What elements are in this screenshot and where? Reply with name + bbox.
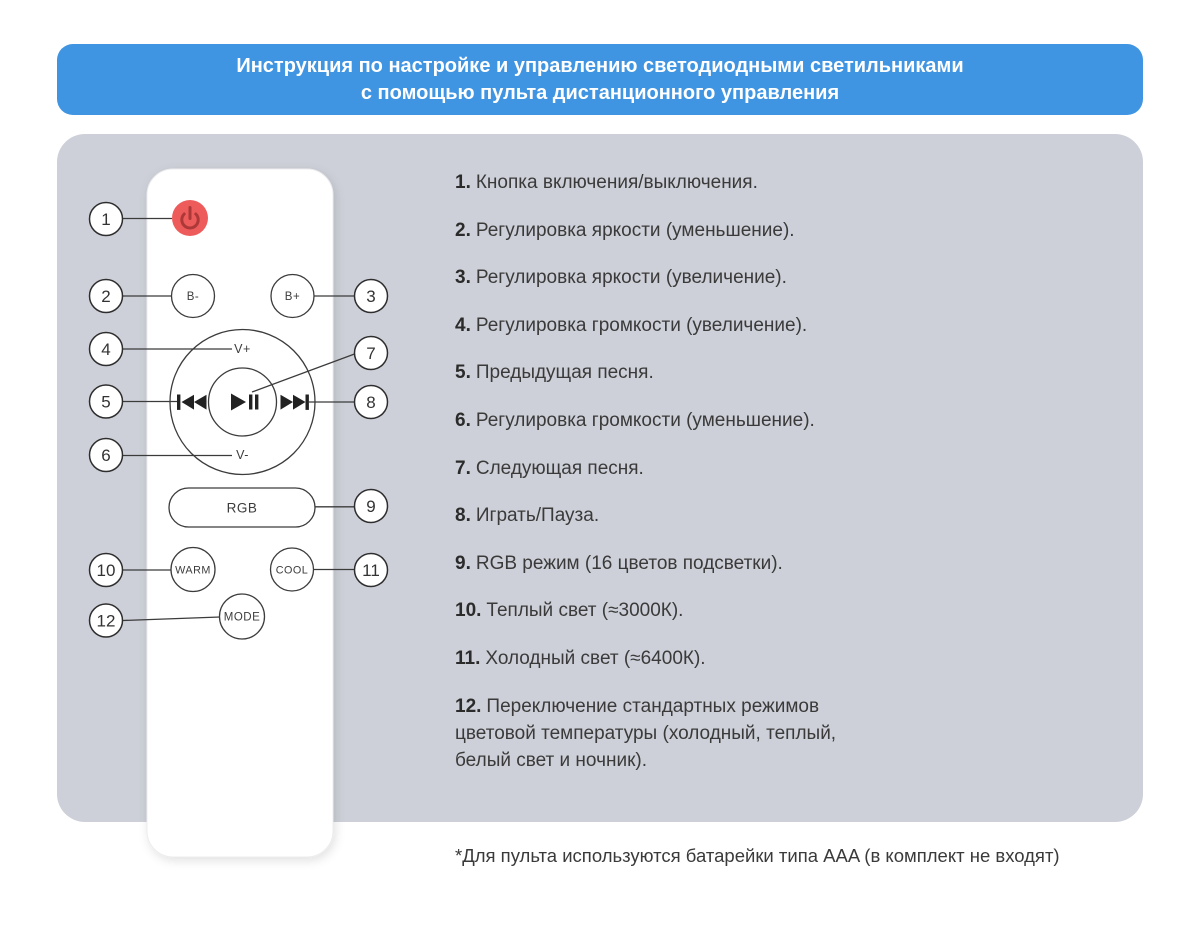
instruction-item: [455, 502, 1115, 529]
instruction-item: [455, 645, 1115, 672]
callout-6: [90, 439, 123, 472]
instruction-item: [455, 693, 1115, 774]
instruction-text: Регулировка громкости (уменьшение).: [475, 409, 815, 431]
instruction-text: Регулировка громкости (увеличение).: [475, 314, 808, 336]
callout-10-num: 10: [96, 561, 116, 580]
callout-5-num: 5: [101, 392, 111, 412]
instruction-number: 2.: [455, 219, 471, 241]
instruction-text: Предыдущая песня.: [475, 362, 654, 384]
callout-9-num: 9: [366, 497, 376, 516]
volume-up-label: V+: [234, 342, 251, 356]
callout-12-num: 12: [96, 611, 116, 631]
cool-button: [271, 548, 314, 591]
title-line-1: Инструкция по настройке и управлению светодиодными светильниками: [236, 55, 964, 77]
instruction-number: 1.: [455, 172, 471, 193]
instruction-text: Переключение стандартных режимов: [486, 695, 820, 717]
callout-4: [90, 333, 123, 366]
mode-button: [220, 594, 265, 639]
instruction-item: [455, 217, 1115, 244]
instruction-item: [455, 264, 1115, 291]
callout-1-num: 1: [101, 210, 111, 229]
callout-3: [355, 280, 388, 313]
instruction-text: Играть/Пауза.: [475, 505, 600, 527]
callout-2-num: 2: [101, 287, 111, 306]
title-banner: [57, 44, 1143, 115]
instruction-number: 5.: [455, 362, 471, 384]
rgb-label: RGB: [226, 500, 258, 516]
instruction-item: [455, 407, 1115, 434]
instruction-number: 6.: [455, 409, 471, 431]
instruction-item: [455, 312, 1115, 339]
callout-11: [355, 554, 388, 587]
callout-2: [90, 280, 123, 313]
instruction-text: Регулировка яркости (уменьшение).: [475, 219, 795, 241]
instruction-item: [455, 359, 1115, 386]
callout-10: [90, 554, 123, 587]
instruction-number: 3.: [455, 267, 471, 289]
title-line-2: с помощью пульта дистанционного управления: [360, 81, 840, 104]
callout-3-num: 3: [366, 287, 376, 306]
power-button: [172, 200, 208, 236]
callout-1: [90, 203, 123, 236]
callout-8: [355, 386, 388, 419]
instruction-number: 10.: [455, 600, 482, 622]
instruction-item: [455, 597, 1115, 624]
warm-button: [171, 548, 215, 592]
brightness-minus-button: [172, 275, 215, 318]
callout-4-num: 4: [101, 340, 111, 359]
instruction-number: 9.: [455, 552, 471, 574]
instruction-text: Регулировка яркости (увеличение).: [475, 267, 787, 289]
battery-footnote: *Для пульта используются батарейки типа AAA (в комплект не входят): [455, 845, 1060, 866]
volume-down-label: V-: [236, 448, 249, 462]
callout-9: [355, 490, 388, 523]
instruction-number: 7.: [455, 457, 471, 479]
instruction-item: [455, 169, 1115, 196]
instruction-text: Кнопка включения/выключения.: [475, 172, 758, 193]
brightness-plus-label: B+: [284, 291, 301, 303]
instruction-item: [455, 455, 1115, 482]
warm-label: WARM: [175, 564, 211, 577]
callout-6-num: 6: [101, 446, 111, 465]
rgb-button: [169, 488, 315, 527]
mode-label: MODE: [223, 611, 261, 624]
cool-label: COOL: [275, 564, 309, 577]
callout-12: [90, 604, 123, 637]
instruction-number: 4.: [455, 314, 471, 336]
instruction-text: Следующая песня.: [475, 457, 644, 479]
instruction-text: RGB режим (16 цветов подсветки).: [475, 552, 783, 574]
callout-7-num: 7: [366, 344, 376, 363]
instruction-number: 11.: [455, 647, 481, 669]
brightness-minus-label: B-: [186, 291, 200, 303]
remote-diagram: [50, 150, 440, 880]
instruction-item: [455, 550, 1115, 577]
callout-11-num: 11: [362, 561, 380, 580]
instruction-number: 8.: [455, 505, 471, 527]
brightness-plus-button: [271, 275, 314, 318]
callout-7: [355, 337, 388, 370]
callout-8-num: 8: [366, 393, 376, 412]
instruction-text: белый свет и ночник).: [455, 749, 647, 771]
instruction-list: [455, 169, 1115, 794]
instruction-number: 12.: [455, 695, 482, 717]
instruction-text: Холодный свет (≈6400К).: [485, 647, 706, 669]
instruction-text: цветовой температуры (холодный, теплый,: [455, 722, 837, 744]
instruction-text: Теплый свет (≈3000К).: [486, 600, 684, 622]
callout-5: [90, 385, 123, 418]
